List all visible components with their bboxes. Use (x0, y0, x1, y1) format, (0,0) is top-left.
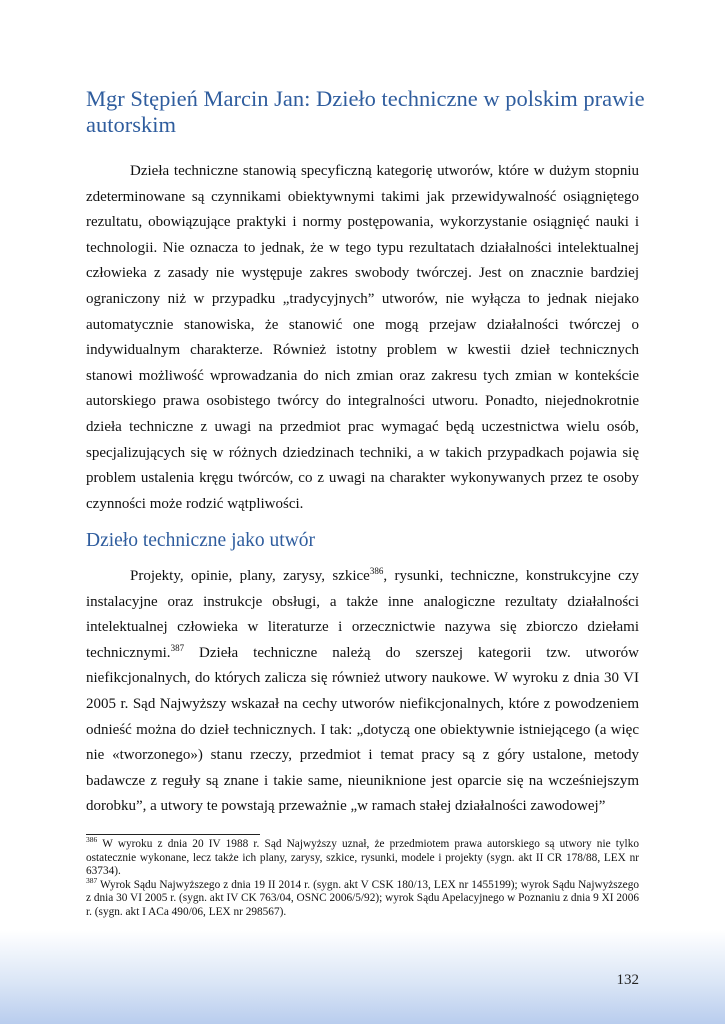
footnote-number: 387 (86, 875, 98, 885)
footnotes (86, 835, 639, 919)
footnote-387 (86, 875, 639, 920)
intro-paragraph: Dzieła techniczne stanowią specyficzną kategorię utworów, które w dużym stopniu zdeterminowane są czynnikami obiektywnymi takimi jak przewidywalność osiągniętego rezultatu, obowiązujące praktyki i normy postępowania, wykorzystanie osiągnięć nauki i technologii. Nie oznacza to jednak, że w tego typu rezultatach działalności intelektualnej człowieka z zasady nie występuje zakres swobody twórczej. Jest on znacznie bardziej ograniczony niż w przypadku „tradycyjnych” utworów, nie wyłącza to jednak niejako automatycznie stanowiska, że stanowić one mogą przejaw działalności twórczej o indywidualnym charakterze. Również istotny problem w kwestii dzieł technicznych stanowi możliwość wprowadzania do nich zmian oraz zakresu tych zmian w kontekście autorskiego prawa osobistego twórcy do integralności utworu. Ponadto, niejednokrotnie dzieła techniczne z uwagi na przedmiot prac wymagać będą uczestnictwa wielu osób, specjalizujących się w różnych dziedzinach techniki, a w takich przypadkach pojawia się problem ustalenia kręgu twórców, co z uwagi na charakter wykonywanych przez te osoby czynności może rodzić wątpliwości. (86, 163, 639, 512)
section-heading: Dzieło techniczne jako utwór (86, 530, 316, 551)
footnote-text: W wyroku z dnia 20 IV 1988 r. Sąd Najwyższy uznał, że przedmiotem prawa autorskiego są utwory nie tylko ostatecznie wykonane, lecz także ich plany, zarysy, szkice, rysunki, modele i projekty (sygn. akt II CR 178/88, LEX nr 63734). (86, 838, 639, 877)
section-paragraph-part-3: Dzieła techniczne należą do szerszej kategorii tzw. utworów niefikcjonalnych, do których zalicza się również utwory naukowe. W wyroku z dnia 30 VI 2005 r. Sąd Najwyższy wskazał na cechy utworów niefikcjonalnych, które z powodzeniem odnieść można do dzieł technicznych. I tak: „dotyczą one obiektywnie istniejącego (a więc nie «tworzonego») stanu rzeczy, przedmiot i temat pracy są z góry ustalone, metody badawcze z reguły są znane i takie same, nieuniknione jest oparcie się na wcześniejszym dorobku”, a utwory te powstają przeważnie „w ramach stałej działalności zawodowej” (86, 644, 639, 815)
footnote-reference-387: 387 (170, 642, 185, 653)
footnote-386 (86, 835, 639, 879)
footnote-number: 386 (86, 835, 98, 845)
page-number: 132 (616, 972, 639, 988)
footnote-reference-386: 386 (369, 566, 384, 576)
section-paragraph-part-1: Projekty, opinie, plany, zarysy, szkice (130, 568, 370, 584)
section-paragraph-part-2: , rysunki, techniczne, konstrukcyjne czy instalacyjne oraz instrukcje obsługi, a także inne analogiczne rezultaty działalności intelektualnej człowieka w literaturze i orzecznictwie nazywa się zbiorczo dziełami technicznymi. (86, 568, 639, 661)
footnote-separator (86, 834, 260, 835)
document-title: Mgr Stępień Marcin Jan: Dzieło techniczne w polskim prawie autorskim (86, 86, 645, 137)
footnote-text: Wyrok Sądu Najwyższego z dnia 19 II 2014 r. (sygn. akt V CSK 180/13, LEX nr 1455199); wyrok Sądu Najwyższego z dnia 30 VI 2005 r. (sygn. akt IV CK 763/04, OSNC 2006/5/92); wyrok Sądu Apelacyjnego w Poznaniu z dnia 9 XI 2006 r. (sygn. akt I ACa 490/06, LEX nr 298567). (86, 878, 639, 918)
section-paragraph (86, 564, 639, 820)
